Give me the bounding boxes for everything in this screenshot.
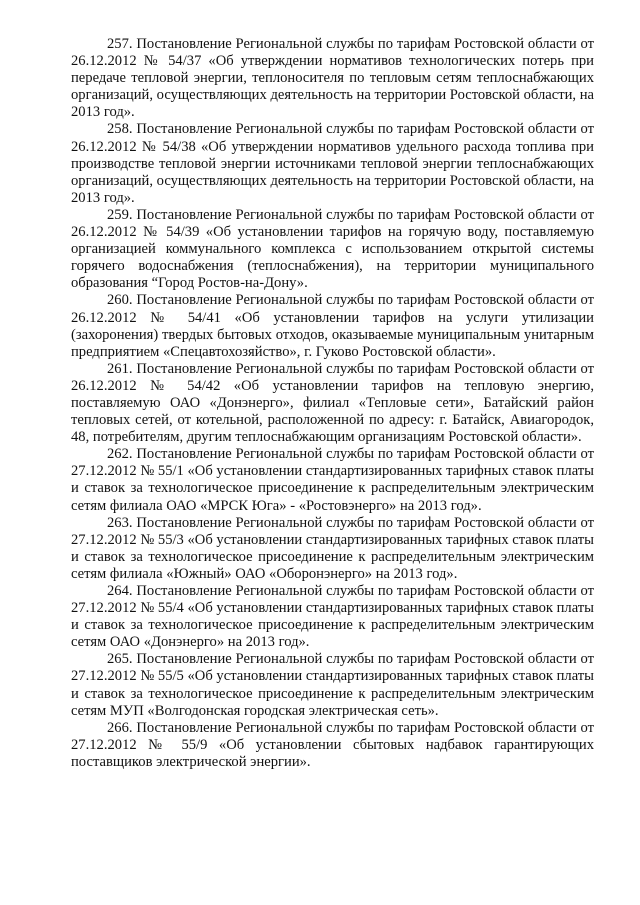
list-item-261: 261. Постановление Региональной службы по тарифам Ростовской области от 26.12.2012 № 54/42 «Об установлении тарифов на тепловую энергию, поставляемую ОАО «Донэнерго», филиал «Тепловые сети», Батайский район тепловых сетей, от котельной, расположенной по адресу: г. Батайск, Авиагородок, 48, потребителям, другим теплоснабжающим организациям Ростовской области». bbox=[71, 360, 594, 446]
list-item-258: 258. Постановление Региональной службы по тарифам Ростовской области от 26.12.2012 № 54/38 «Об утверждении нормативов удельного расхода топлива при производстве тепловой энергии источниками тепловой энергии теплоснабжающих организаций, осуществляющих деятельность на территории Ростовской области, на 2013 год». bbox=[71, 121, 594, 206]
list-item-266: 266. Постановление Региональной службы по тарифам Ростовской области от 27.12.2012 № 55/9 «Об установлении сбытовых надбавок гарантирующих поставщиков электрической энергии». bbox=[71, 719, 594, 770]
list-item-257: 257. Постановление Региональной службы по тарифам Ростовской области от 26.12.2012 № 54/37 «Об утверждении нормативов технологических потерь при передаче тепловой энергии, теплоносителя по тепловым сетям теплоснабжающих организаций, осуществляющих деятельность на территории Ростовской области, на 2013 год». bbox=[71, 36, 594, 121]
list-item-262: 262. Постановление Региональной службы по тарифам Ростовской области от 27.12.2012 № 55/1 «Об установлении стандартизированных тарифных ставок платы и ставок за технологическое присоединение к распределительным электрическим сетям филиала ОАО «МРСК Юга» - «Ростовэнерго» на 2013 год». bbox=[71, 446, 594, 514]
list-item-264: 264. Постановление Региональной службы по тарифам Ростовской области от 27.12.2012 № 55/4 «Об установлении стандартизированных тарифных ставок платы и ставок за технологическое присоединение к распределительным электрическим сетям ОАО «Донэнерго» на 2013 год». bbox=[71, 583, 594, 651]
list-item-263: 263. Постановление Региональной службы по тарифам Ростовской области от 27.12.2012 № 55/3 «Об установлении стандартизированных тарифных ставок платы и ставок за технологическое присоединение к распределительным электрическим сетям филиала «Южный» ОАО «Оборонэнерго» на 2013 год». bbox=[71, 514, 594, 582]
list-item-259: 259. Постановление Региональной службы по тарифам Ростовской области от 26.12.2012 № 54/39 «Об установлении тарифов на горячую воду, поставляемую организацией коммунального комплекса с использованием открытой системы горячего водоснабжения (теплоснабжения), на территории муниципального образования “Город Ростов-на-Дону». bbox=[71, 206, 594, 292]
list-item-260: 260. Постановление Региональной службы по тарифам Ростовской области от 26.12.2012 № 54/41 «Об установлении тарифов на услуги утилизации (захоронения) твердых бытовых отходов, оказываемые муниципальным унитарным предприятием «Спецавтохозяйство», г. Гуково Ростовской области». bbox=[71, 292, 594, 360]
list-item-265: 265. Постановление Региональной службы по тарифам Ростовской области от 27.12.2012 № 55/5 «Об установлении стандартизированных тарифных ставок платы и ставок за технологическое присоединение к распределительным электрическим сетям МУП «Волгодонская городская электрическая сеть». bbox=[71, 651, 594, 719]
document-page bbox=[71, 36, 594, 771]
